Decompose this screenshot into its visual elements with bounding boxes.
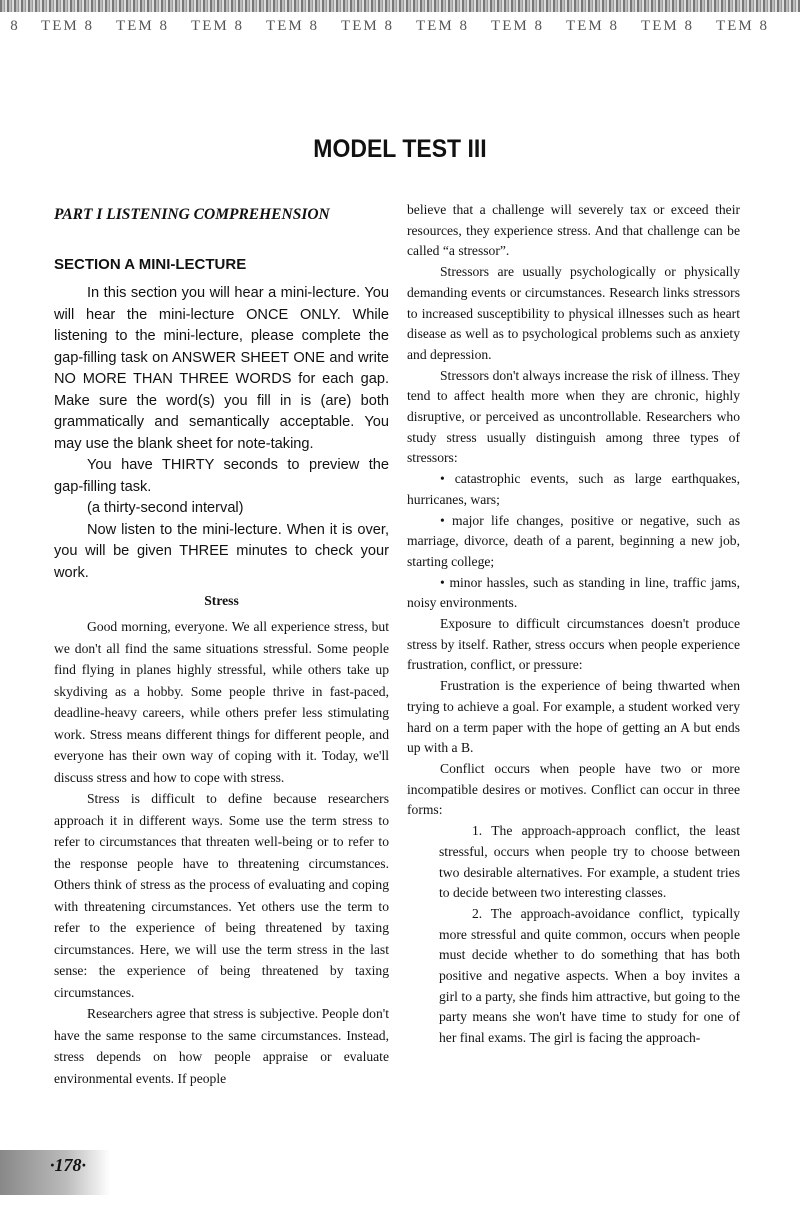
body-paragraph: Stressors are usually psychologically or physically demanding events or circumstances. Research links stressors to increased susceptibility to physical illnesses such as heart disease as well as to psychological problems such as anxiety and depression. <box>407 264 740 362</box>
instructions <box>54 283 389 584</box>
left-column <box>54 200 389 1089</box>
body-paragraph: Stressors don't always increase the risk of illness. They tend to affect health more when they are chronic, highly disruptive, or perceived as uncontrollable. Researchers who study stress usually distinguish among three types of stressors: <box>407 367 740 466</box>
bullet-item: • major life changes, positive or negative, such as marriage, divorce, death of a parent, beginning a new job, starting college; <box>407 512 740 569</box>
body-paragraph: believe that a challenge will severely tax or exceed their resources, they experience stress. And that challenge can be called “a stressor”. <box>407 202 740 259</box>
right-column <box>407 200 740 1049</box>
conflict-item: 1. The approach-approach conflict, the least stressful, occurs when people try to choose between two desirable alternatives. For example, a student tries to decide between two interesting classes. <box>439 823 740 901</box>
page-number: ·178· <box>50 1155 86 1175</box>
page-title: MODEL TEST III <box>313 135 487 163</box>
instruction-paragraph: (a thirty-second interval) <box>87 500 244 516</box>
header-strip-item: TEM 8 <box>191 18 244 34</box>
header-strip-item: TEM 8 <box>716 18 769 34</box>
body-paragraph: Exposure to difficult circumstances doesn't produce stress by itself. Rather, stress occurs when people experience frustration, conflict, or pressure: <box>407 616 740 673</box>
part-heading: PART I LISTENING COMPREHENSION <box>54 206 330 223</box>
header-strip-item: TEM 8 <box>266 18 319 34</box>
header-strip-item: TEM 8 <box>116 18 169 34</box>
body-paragraph: Conflict occurs when people have two or more incompatible desires or motives. Conflict can occur in three forms: <box>407 760 740 818</box>
header-strip-item: TEM 8 <box>641 18 694 34</box>
bullet-item: • catastrophic events, such as large earthquakes, hurricanes, wars; <box>407 471 740 507</box>
header-strip-item: TEM 8 <box>491 18 544 34</box>
header-strip-item: TEM 8 <box>41 18 94 34</box>
instruction-paragraph: In this section you will hear a mini-lecture. You will hear the mini-lecture ONCE ONLY. While listening to the mini-lecture, please complete the gap-filling task on ANSWER SHEET ONE and write NO MORE THAN THREE WORDS for each gap. Make sure the word(s) you fill in is (are) both grammatically and semantically acceptable. You may use the blank sheet for note-taking. <box>54 285 389 452</box>
conflict-item: 2. The approach-avoidance conflict, typically more stressful and quite common, occurs when people must decide whether to do something that has both positive and negative aspects. When a boy invites a girl to a party, she finds him attractive, but going to the party means she won't have time to study for one of her final exams. The girl is facing the approach- <box>439 905 740 1046</box>
header-strip-item: TEM 8 <box>416 18 469 34</box>
conflict-list <box>407 821 740 1049</box>
body-paragraph: Frustration is the experience of being thwarted when trying to achieve a goal. For example, a student worked very hard on a term paper with the hope of getting an A but ends up with a B. <box>407 678 740 756</box>
instruction-paragraph: You have THIRTY seconds to preview the gap-filling task. <box>54 457 389 495</box>
section-heading: SECTION A MINI-LECTURE <box>54 256 247 273</box>
header-decorative-band <box>0 0 800 12</box>
bullet-item: • minor hassles, such as standing in line, traffic jams, noisy environments. <box>407 574 740 611</box>
lecture-title: Stress <box>204 593 239 608</box>
body-paragraph: Researchers agree that stress is subjective. People don't have the same response to the same circumstances. Instead, stress depends on how people appraise or evaluate environmental events. If people <box>54 1006 389 1086</box>
body-paragraph: Good morning, everyone. We all experience stress, but we don't all find the same situations stressful. Some people find flying in planes highly stressful, while others take up skydiving as a hobby. Some people thrive in fast-paced, deadline-heavy careers, while others prefer less stimulating work. Stress means different things for different people, and everyone has their own way of coping with it. Today, we'll discuss stress and how to cope with stress. <box>54 619 389 785</box>
header-strip-item: TEM 8 <box>566 18 619 34</box>
instruction-paragraph: Now listen to the mini-lecture. When it is over, you will be given THREE minutes to check your work. <box>54 521 389 581</box>
header-strip <box>0 18 800 42</box>
lecture-body-left <box>54 616 389 1089</box>
body-paragraph: Stress is difficult to define because researchers approach it in different ways. Some use the term stress to refer to circumstances that threaten well-being or to refer to the response people have to threatening circumstances. Others think of stress as the process of evaluating and coping with threatening circumstances. Yet others use the term to refer to the experience of being threatened by taxing circumstances. Here, we will use the term stress in the last sense: the experience of being threatened by taxing circumstances. <box>54 791 389 1000</box>
header-strip-item: TEM 8 <box>341 18 394 34</box>
header-strip-item: 8 <box>10 18 20 34</box>
